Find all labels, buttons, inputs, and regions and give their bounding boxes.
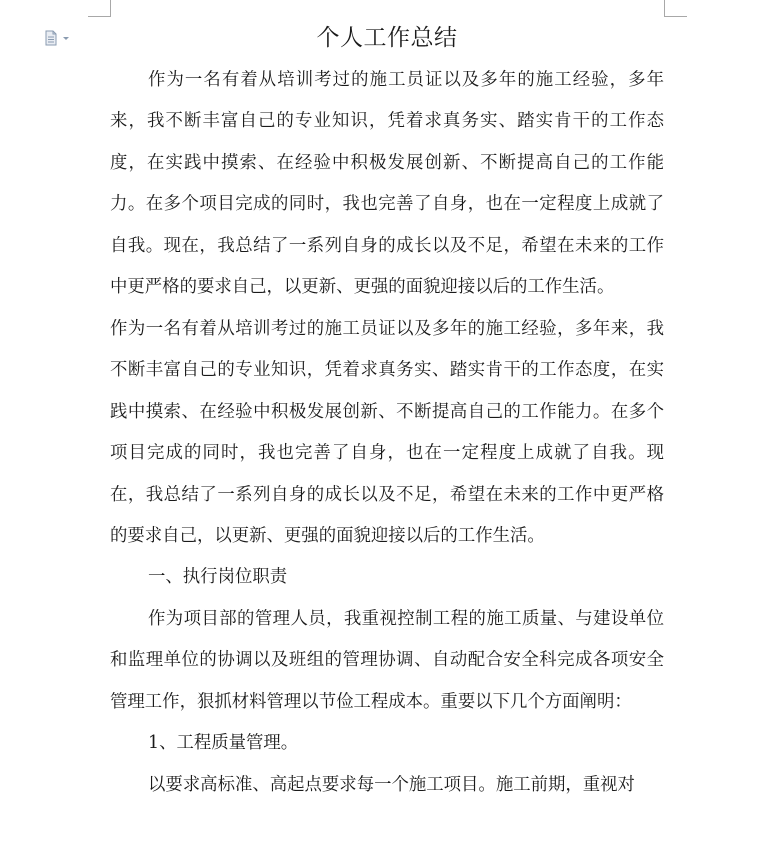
document-icon[interactable]	[44, 30, 72, 46]
document-title: 个人工作总结	[316, 25, 458, 51]
paragraph-duties: 作为项目部的管理人员，我重视控制工程的施工质量、与建设单位和监理单位的协调以及班组的管理协调、自动配合安全科完成各项安全管理工作，狠抓材料管理以节俭工程成本。重要以下几个方面阐明：	[110, 608, 664, 712]
page-corner-mark-right	[664, 0, 687, 17]
document-body	[110, 60, 664, 806]
section-heading: 一、执行岗位职责	[148, 567, 288, 588]
paragraph-intro-repeat: 作为一名有着从培训考过的施工员证以及多年的施工经验，多年来，我不断丰富自己的专业知识，凭着求真务实、踏实肯干的工作态度，在实践中摸索、在经验中积极发展创新、不断提高自己的工作能力。在多个项目完成的同时，我也完善了自身，也在一定程度上成就了自我。现在，我总结了一系列自身的成长以及不足，希望在未来的工作中更严格的要求自己，以更新、更强的面貌迎接以后的工作生活。	[110, 318, 664, 546]
paragraph-quality: 以要求高标准、高起点要求每一个施工项目。施工前期，重视对	[148, 774, 635, 795]
subsection-heading: 1、工程质量管理。	[148, 733, 299, 754]
page-corner-mark-left	[88, 0, 111, 17]
paragraph-intro: 作为一名有着从培训考过的施工员证以及多年的施工经验，多年来，我不断丰富自己的专业知识，凭着求真务实、踏实肯干的工作态度，在实践中摸索、在经验中积极发展创新、不断提高自己的工作能力。在多个项目完成的同时，我也完善了自身，也在一定程度上成就了自我。现在，我总结了一系列自身的成长以及不足，希望在未来的工作中更严格的要求自己，以更新、更强的面貌迎接以后的工作生活。	[110, 70, 664, 298]
